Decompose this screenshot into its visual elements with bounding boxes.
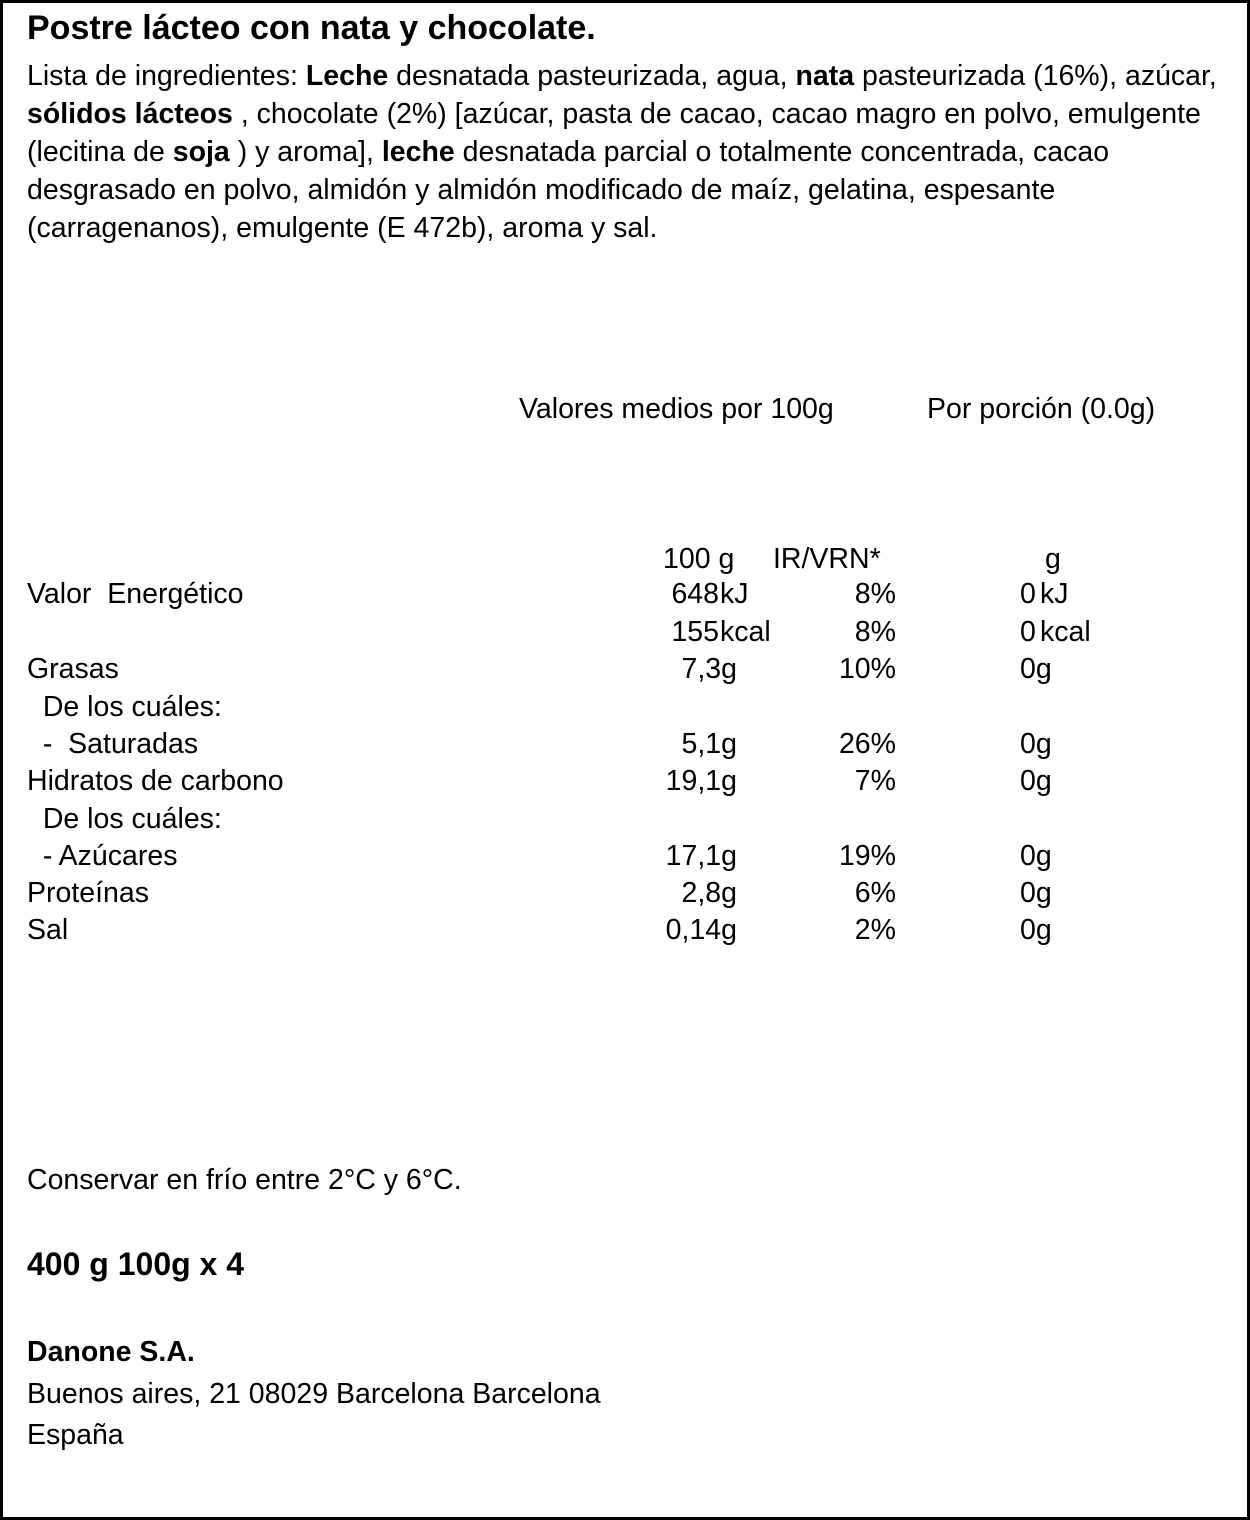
ingredients-list — [27, 57, 1222, 247]
nutrient-label: - Azúcares — [27, 840, 178, 872]
value-per-portion: 0g — [1020, 765, 1052, 797]
nutrient-label: Proteínas — [27, 877, 149, 909]
ingredient-text: desnatada parcial o totalmente concentrada, cacao desgrasado en polvo, almidón y almidón modificado de maíz, gelatina, espesante (carragenanos), emulgente (E 472b), aroma y sal. — [27, 136, 1110, 244]
ingredient-allergen: leche — [381, 136, 455, 168]
value-per-100g: 0,14g — [665, 914, 737, 946]
nutrient-label: - Saturadas — [27, 728, 199, 760]
value-per-portion: 0g — [1020, 728, 1052, 760]
company-country: España — [27, 1419, 124, 1451]
ir-vrn-percent: 8% — [854, 616, 896, 648]
ir-vrn-percent: 6% — [854, 877, 896, 909]
company-name: Danone S.A. — [27, 1336, 195, 1368]
column-100g: 100 g — [663, 543, 735, 575]
value-per-portion: 0g — [1020, 877, 1052, 909]
value-per-100g: 155 — [671, 616, 719, 648]
value-per-100g: 17,1g — [665, 840, 737, 872]
ingredient-text: pasteurizada (16%), azúcar, — [854, 60, 1217, 92]
ingredient-allergen: Leche — [305, 60, 389, 92]
ir-vrn-percent: 19% — [838, 840, 896, 872]
ingredient-text: , chocolate (2%) [azúcar, pasta de cacao, cacao magro en polvo, emulgente (lecitina de — [27, 98, 1201, 168]
product-title: Postre lácteo con nata y chocolate. — [27, 9, 596, 47]
value-per-100g: 648 — [671, 578, 719, 610]
nutrient-label: Valor Energético — [27, 578, 244, 610]
ir-vrn-percent: 7% — [854, 765, 896, 797]
company-address: Buenos aires, 21 08029 Barcelona Barcelona — [27, 1378, 601, 1410]
header-per-portion: Por porción (0.0g) — [927, 393, 1156, 425]
value-per-100g: 5,1g — [681, 728, 737, 760]
value-per-100g: 7,3g — [681, 653, 737, 685]
ir-vrn-percent: 8% — [854, 578, 896, 610]
ir-vrn-percent: 26% — [838, 728, 896, 760]
column-ir-vrn: IR/VRN* — [773, 543, 881, 575]
value-per-portion: 0g — [1020, 914, 1052, 946]
value-per-100g: 19,1g — [665, 765, 737, 797]
ingredient-allergen: nata — [795, 60, 855, 92]
nutrient-label: Grasas — [27, 653, 119, 685]
column-g: g — [1045, 543, 1061, 575]
header-per-100g: Valores medios por 100g — [519, 393, 834, 425]
unit-per-portion: kcal — [1040, 616, 1091, 648]
value-per-portion: 0 — [1020, 578, 1036, 610]
value-per-100g: 2,8g — [681, 877, 737, 909]
ir-vrn-percent: 10% — [838, 653, 896, 685]
nutrient-label: De los cuáles: — [27, 691, 222, 723]
ingredient-text: Lista de ingredientes: — [27, 60, 306, 92]
nutrient-label: Hidratos de carbono — [27, 765, 284, 797]
ir-vrn-percent: 2% — [854, 914, 896, 946]
ingredient-text: desnatada pasteurizada, agua, — [388, 60, 796, 92]
nutrient-label: De los cuáles: — [27, 803, 222, 835]
value-per-portion: 0g — [1020, 840, 1052, 872]
storage-note: Conservar en frío entre 2°C y 6°C. — [27, 1164, 462, 1196]
ingredient-text: ) y aroma], — [229, 136, 382, 168]
ingredient-allergen: soja — [172, 136, 230, 168]
value-per-portion: 0g — [1020, 653, 1052, 685]
unit-per-100g: kcal — [720, 616, 771, 648]
ingredient-allergen: sólidos lácteos — [27, 98, 233, 130]
value-per-portion: 0 — [1020, 616, 1036, 648]
unit-per-100g: kJ — [720, 578, 749, 610]
net-quantity: 400 g 100g x 4 — [27, 1246, 245, 1282]
unit-per-portion: kJ — [1040, 578, 1069, 610]
nutrient-label: Sal — [27, 914, 69, 946]
